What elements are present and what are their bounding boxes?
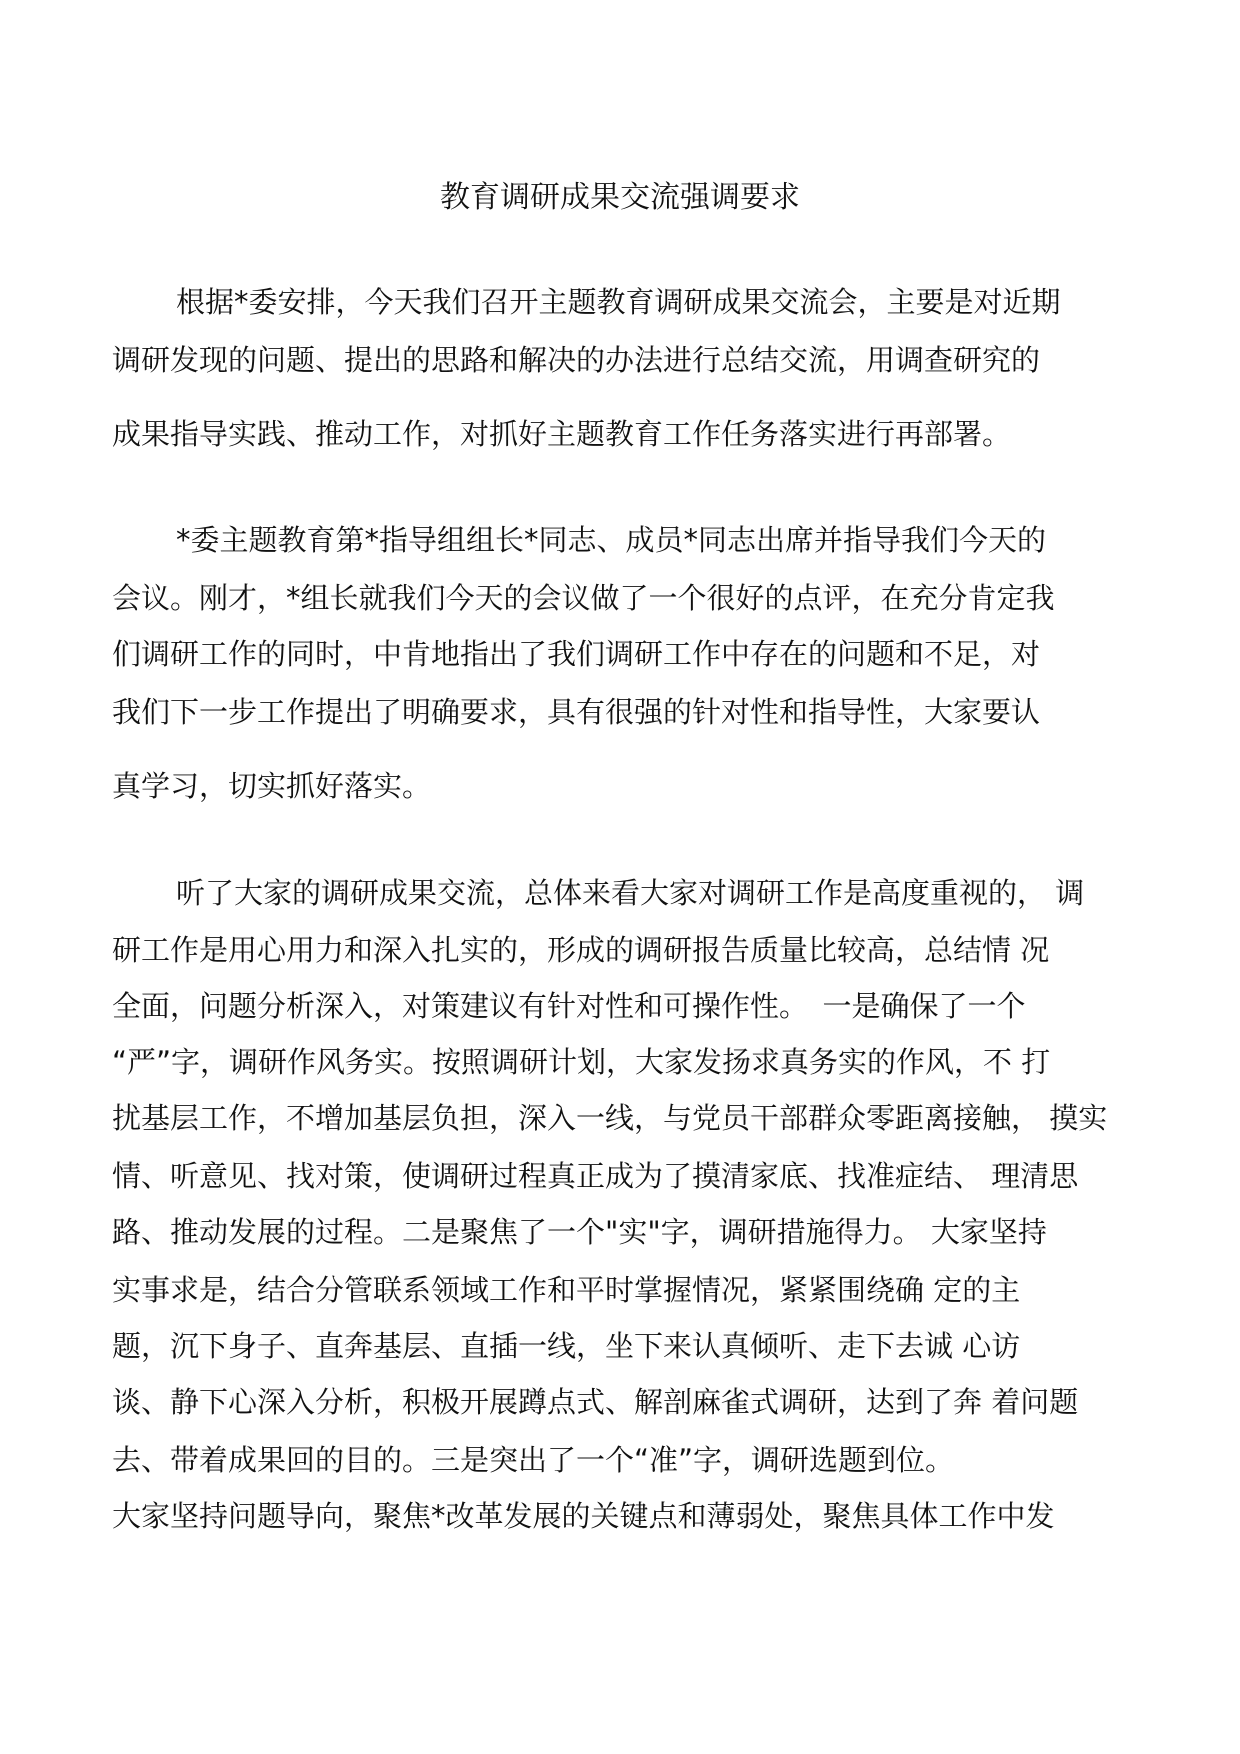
paragraph-3-line-11: 去、带着成果回的目的。三是突出了一个“准”字，调研选题到位。: [112, 1443, 955, 1477]
paragraph-2-line-4: 我们下一步工作提出了明确要求，具有很强的针对性和指导性，大家要认: [112, 695, 1041, 729]
paragraph-1-line-3: 成果指导实践、推动工作，对抓好主题教育工作任务落实进行再部署。: [112, 417, 1012, 451]
paragraph-2-line-3: 们调研工作的同时，中肯地指出了我们调研工作中存在的问题和不足，对: [112, 637, 1041, 671]
paragraph-2-line-1: *委主题教育第*指导组组长*同志、成员*同志出席并指导我们今天的: [176, 523, 1047, 557]
paragraph-3-line-2: 研工作是用心用力和深入扎实的，形成的调研报告质量比较高，总结情 况: [112, 933, 1050, 967]
paragraph-3-line-4: “严”字，调研作风务实。按照调研计划，大家发扬求真务实的作风，不 打: [112, 1045, 1051, 1079]
paragraph-3-line-7: 路、推动发展的过程。二是聚焦了一个"实"字，调研措施得力。 大家坚持: [112, 1215, 1047, 1249]
paragraph-3-line-8: 实事求是，结合分管联系领域工作和平时掌握情况，紧紧围绕确 定的主: [112, 1273, 1021, 1307]
paragraph-3-line-12: 大家坚持问题导向，聚焦*改革发展的关键点和薄弱处，聚焦具体工作中发: [112, 1499, 1055, 1533]
paragraph-3-line-9: 题，沉下身子、直奔基层、直插一线，坐下来认真倾听、走下去诚 心访: [112, 1329, 1021, 1363]
paragraph-3-line-5: 扰基层工作，不增加基层负担，深入一线，与党员干部群众零距离接触， 摸实: [112, 1101, 1108, 1135]
paragraph-3-line-10: 谈、静下心深入分析，积极开展蹲点式、解剖麻雀式调研，达到了奔 着问题: [112, 1385, 1079, 1419]
paragraph-1-line-1: 根据*委安排，今天我们召开主题教育调研成果交流会，主要是对近期: [176, 285, 1061, 319]
paragraph-3-line-3: 全面，问题分析深入，对策建议有针对性和可操作性。 一是确保了一个: [112, 989, 1026, 1023]
document-title: 教育调研成果交流强调要求: [440, 180, 800, 215]
paragraph-3-line-6: 情、听意见、找对策，使调研过程真正成为了摸清家底、找准症结、 理清思: [112, 1159, 1079, 1193]
paragraph-2-line-5: 真学习，切实抓好落实。: [112, 769, 432, 803]
paragraph-2-line-2: 会议。刚才，*组长就我们今天的会议做了一个很好的点评，在充分肯定我: [112, 581, 1055, 615]
paragraph-3-line-1: 听了大家的调研成果交流，总体来看大家对调研工作是高度重视的， 调: [176, 876, 1085, 910]
paragraph-1-line-2: 调研发现的问题、提出的思路和解决的办法进行总结交流，用调查研究的: [112, 343, 1041, 377]
